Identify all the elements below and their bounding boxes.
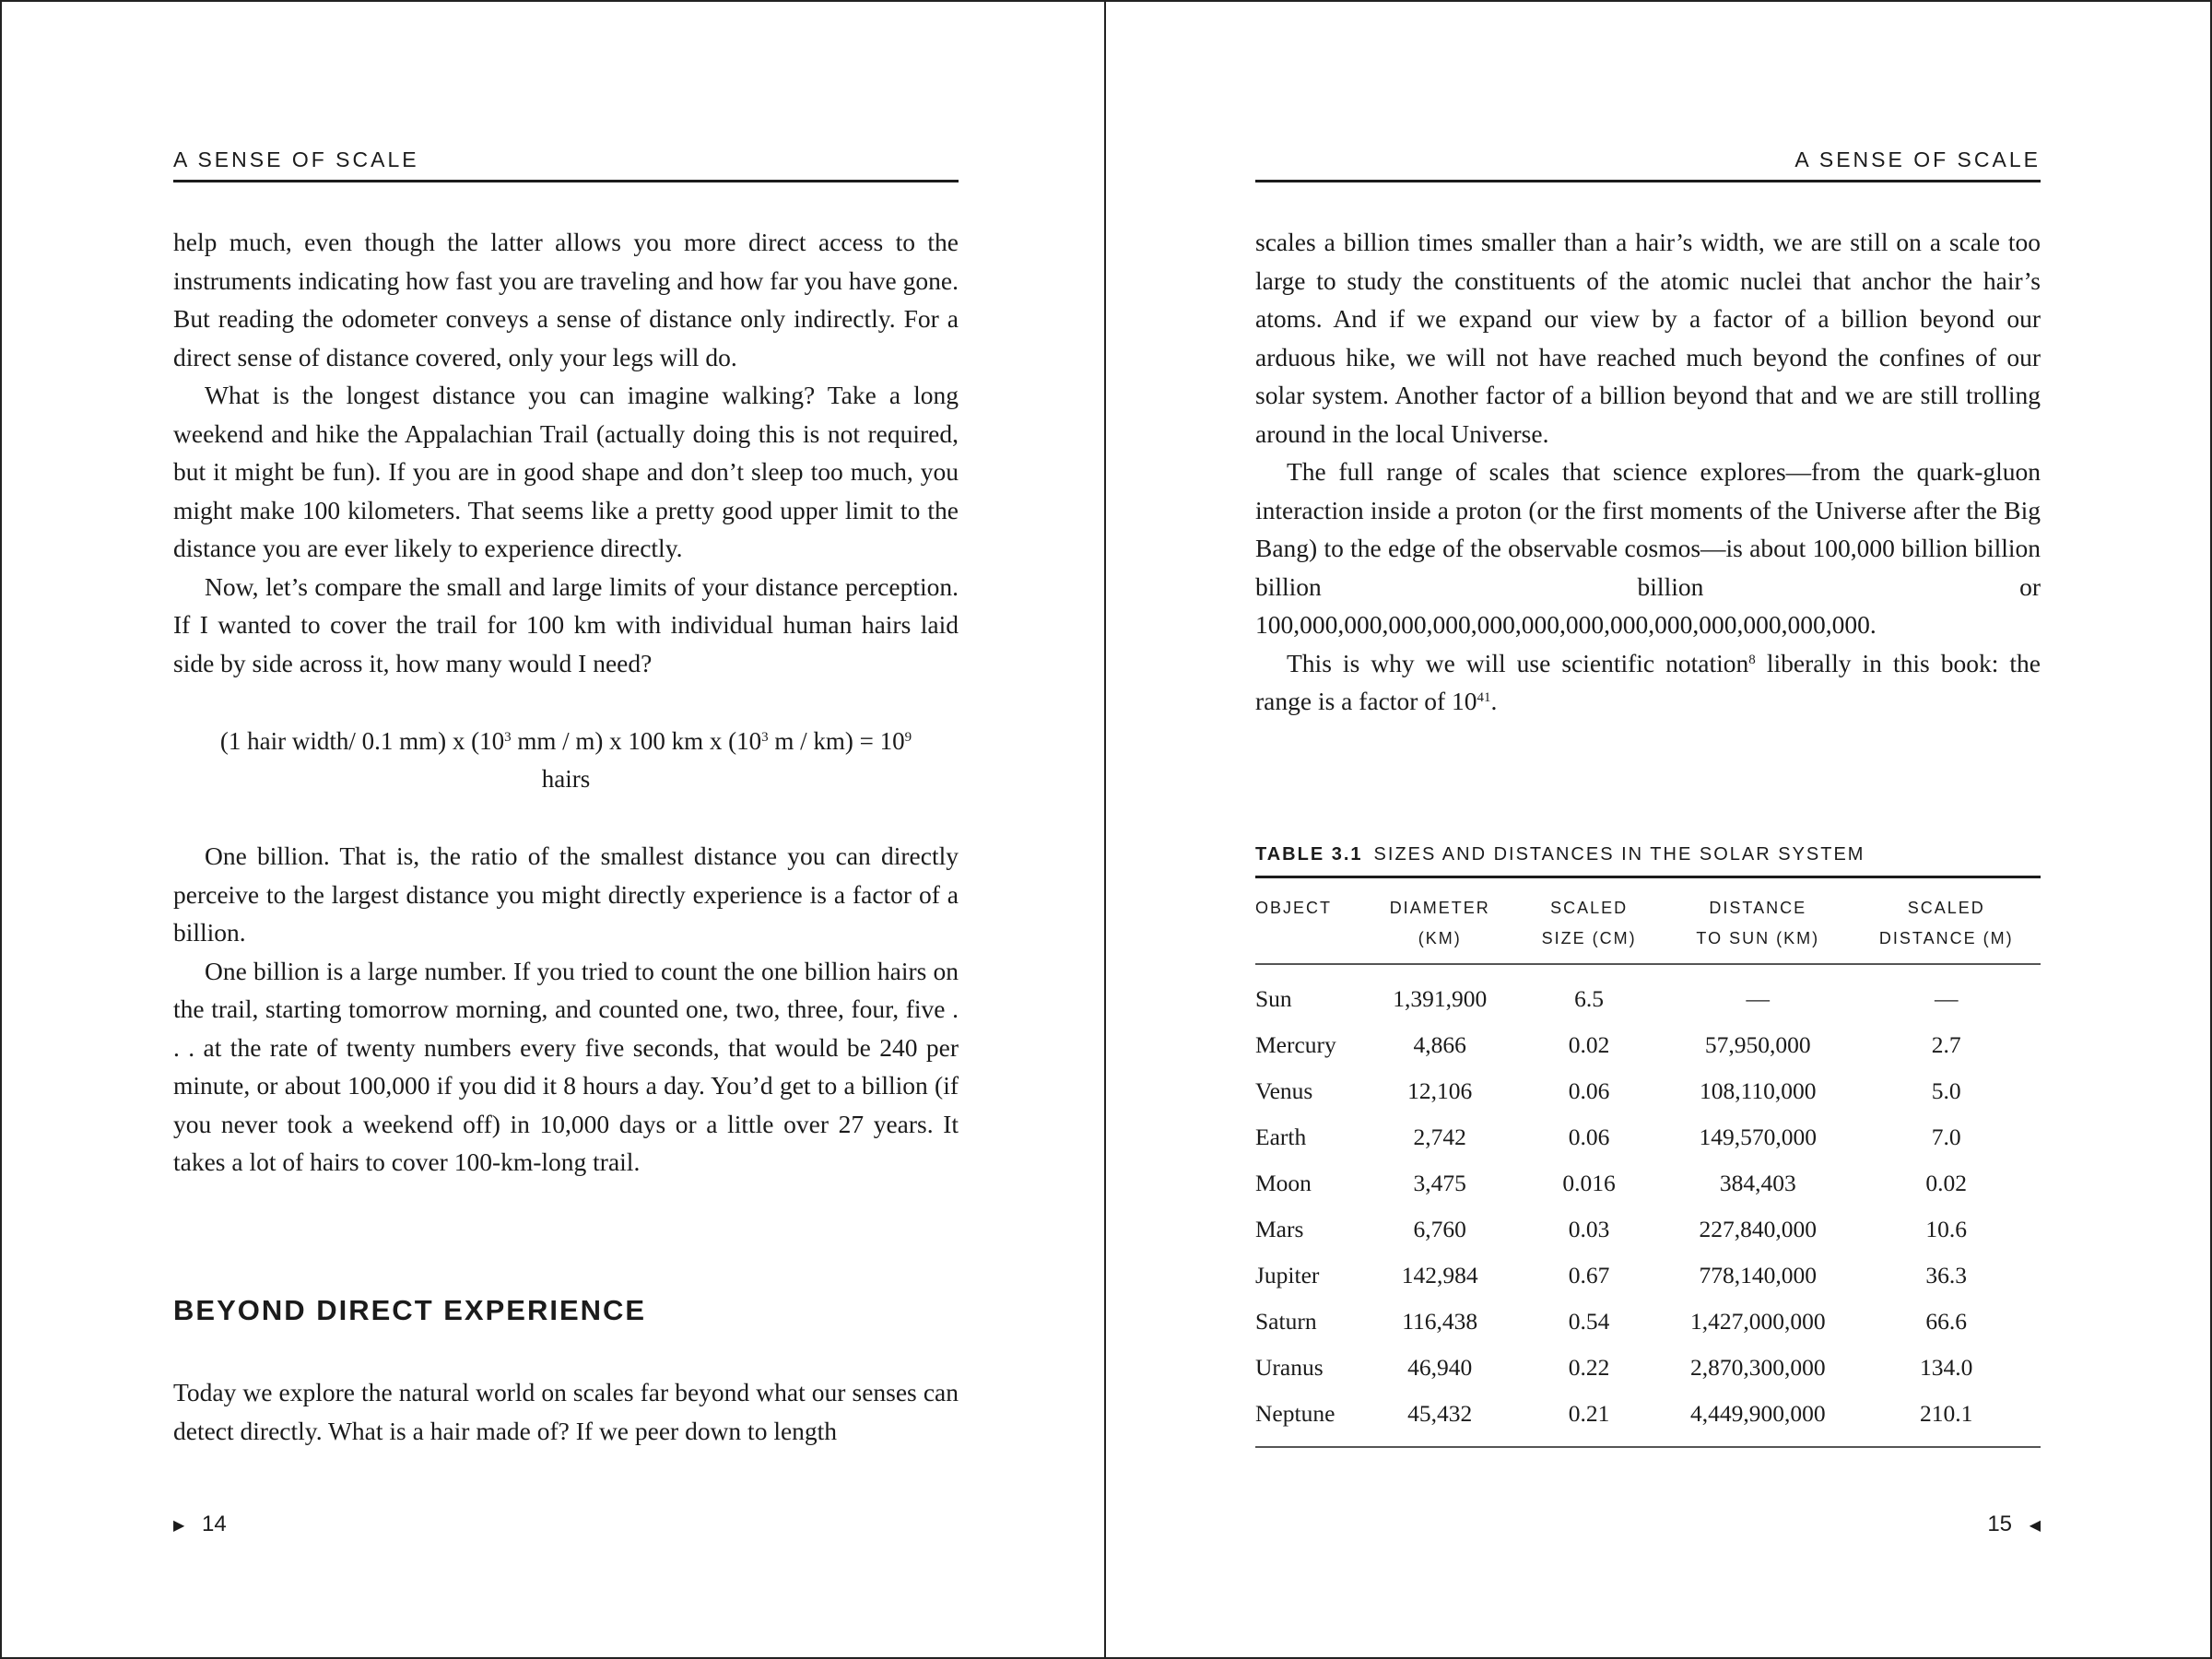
page-number — [1987, 1512, 2041, 1537]
table-cell: Mercury — [1255, 1031, 1336, 1058]
table-header-row — [1255, 877, 2041, 965]
table-cell: 36.3 — [1925, 1262, 1968, 1288]
table-cell: Neptune — [1255, 1391, 1365, 1447]
paragraph — [1255, 644, 2041, 721]
table-cell: 142,984 — [1401, 1262, 1478, 1288]
table-cell: 0.02 — [1568, 1031, 1610, 1058]
table-cell: 1,427,000,000 — [1689, 1308, 1826, 1335]
table-label: TABLE 3.1 — [1255, 844, 1363, 865]
table-cell: 134.0 — [1920, 1354, 1973, 1381]
column-header: DIAMETER (KM) — [1365, 877, 1514, 965]
table-title: SIZES AND DISTANCES IN THE SOLAR SYSTEM — [1373, 844, 1865, 865]
paragraph: Today we explore the natural world on scales far beyond what our senses can detect directly. What is a hair made of? If we peer down to length — [173, 1378, 959, 1445]
column-header: DISTANCE TO SUN (KM) — [1664, 877, 1852, 965]
table-cell: 0.21 — [1514, 1391, 1664, 1447]
right-page — [1255, 0, 2041, 1659]
table-cell: 0.016 — [1562, 1170, 1616, 1196]
page-number-text: 14 — [201, 1512, 227, 1536]
table-cell: 227,840,000 — [1699, 1216, 1817, 1242]
solar-system-table — [1255, 876, 2041, 1448]
table-cell: 384,403 — [1719, 1170, 1796, 1196]
table-cell: 210.1 — [1852, 1391, 2041, 1447]
table-cell: 149,570,000 — [1699, 1124, 1817, 1150]
paragraph: help much, even though the latter allows you more direct access to the instruments indicating how fast you are traveling and how far you have gone. But reading the odometer conveys a sense of distance only indirectly. For a direct sense of distance covered, only your legs will do. — [173, 228, 959, 371]
table-cell: 108,110,000 — [1699, 1077, 1817, 1104]
table-cell: — — [1934, 985, 1959, 1012]
table-row — [1255, 1299, 2041, 1345]
table-cell: 6.5 — [1574, 985, 1605, 1012]
table-caption — [1255, 844, 1865, 865]
equation-exponent: 9 — [904, 730, 912, 745]
equation — [173, 723, 959, 798]
table-cell: Venus — [1255, 1077, 1313, 1104]
table-cell: 0.54 — [1568, 1308, 1610, 1335]
table-row — [1255, 964, 2041, 1022]
column-header: OBJECT — [1255, 877, 1365, 965]
table-cell: 45,432 — [1365, 1391, 1514, 1447]
right-arrow-icon: ▶ — [173, 1517, 185, 1534]
equation-exponent: 3 — [504, 730, 512, 745]
table-cell: 2,870,300,000 — [1689, 1354, 1826, 1381]
paragraph: What is the longest distance you can imagine walking? Take a long weekend and hike the Appalachian Trail (actually doing this is not required, but it might be fun). If you are in good shape and don’t sleep too much, you might make 100 kilometers. That seems like a pretty good upper limit to the distance you are ever likely to experience directly. — [173, 381, 959, 562]
table-cell: 4,449,900,000 — [1664, 1391, 1852, 1447]
table-cell: 2,742 — [1413, 1124, 1466, 1150]
table-cell: 3,475 — [1413, 1170, 1466, 1196]
section-heading: BEYOND DIRECT EXPERIENCE — [173, 1294, 647, 1326]
table-cell: Sun — [1255, 985, 1292, 1012]
table-row — [1255, 1206, 2041, 1253]
equation-line — [173, 723, 959, 760]
table-cell: 0.03 — [1568, 1216, 1610, 1242]
footnote-marker[interactable]: 8 — [1748, 652, 1756, 667]
paragraph-text: This is why we will use scientific notation — [1287, 648, 1749, 677]
column-header: SCALED SIZE (CM) — [1514, 877, 1664, 965]
paragraph: One billion is a large number. If you tried to count the one billion hairs on the trail, starting tomorrow morning, and counted one, two, three, four, five . . . at the rate of twenty numbers every five seconds, that would be 240 per minute, or about 100,000 if you did it 8 hours a day. You’d get to a billion (if you never took a weekend off) in 10,000 days or a little over 27 years. It takes a lot of hairs to cover 100-km-long trail. — [173, 956, 959, 1176]
table-cell: Saturn — [1255, 1308, 1317, 1335]
table-row — [1255, 1253, 2041, 1299]
table-cell: 6,760 — [1413, 1216, 1466, 1242]
paragraph: The full range of scales that science explores—from the quark-gluon interaction inside a proton (or the first moments of the Universe after the Big Bang) to the edge of the observable cosmos—is about 100,000 billion billion billion billion or 100,000,000,000,000,000,000,000,000,000,000,000,000,000. — [1255, 457, 2041, 639]
table-cell: 0.67 — [1568, 1262, 1610, 1288]
table-cell: 116,438 — [1402, 1308, 1478, 1335]
table-cell: 46,940 — [1407, 1354, 1473, 1381]
table-cell: 4,866 — [1413, 1031, 1466, 1058]
table-row — [1255, 1114, 2041, 1160]
table-cell: Jupiter — [1255, 1262, 1320, 1288]
page-number-text: 15 — [1987, 1512, 2013, 1536]
paragraph-text: . — [1490, 687, 1498, 715]
table-cell: — — [1746, 985, 1770, 1012]
table-row — [1255, 1160, 2041, 1206]
table-cell: 7.0 — [1931, 1124, 1961, 1150]
table-cell: 0.22 — [1568, 1354, 1610, 1381]
body-text-mid — [173, 837, 959, 1182]
paragraph-text: liberally in this book: the range is a factor of 10 — [1255, 648, 2041, 715]
paragraph: Now, let’s compare the small and large limits of your distance perception. If I wanted to cover the trail for 100 km with individual human hairs laid side by side across it, how many would I need? — [173, 571, 959, 677]
table-cell: 0.06 — [1568, 1077, 1610, 1104]
table-row — [1255, 1345, 2041, 1391]
left-arrow-icon: ◀ — [2029, 1517, 2041, 1534]
equation-text: (1 hair width/ 0.1 mm) x (10 — [219, 727, 505, 755]
table-cell: 2.7 — [1931, 1031, 1961, 1058]
table-cell: Moon — [1255, 1170, 1312, 1196]
body-text-top — [173, 223, 959, 682]
table-cell: 1,391,900 — [1393, 985, 1488, 1012]
page-number — [173, 1512, 227, 1537]
exponent: 41 — [1477, 690, 1491, 705]
table-row — [1255, 1391, 2041, 1447]
body-text-top — [1255, 223, 2041, 721]
table-row — [1255, 1022, 2041, 1068]
running-head: A SENSE OF SCALE — [1255, 147, 2041, 182]
running-head: A SENSE OF SCALE — [173, 147, 959, 182]
table-cell: 0.02 — [1925, 1170, 1968, 1196]
table-cell: 778,140,000 — [1699, 1262, 1817, 1288]
gutter-divider — [1104, 0, 1106, 1659]
paragraph: scales a billion times smaller than a hair’s width, we are still on a scale too large to study the constituents of the atomic nuclei that anchor the hair’s atoms. And if we expand our view by a factor of a billion beyond our arduous hike, we will not have reached much beyond the confines of our solar system. Another factor of a billion beyond that and we are still trolling around in the local Universe. — [1255, 228, 2041, 448]
table-cell: 12,106 — [1407, 1077, 1473, 1104]
equation-text: mm / m) x 100 km x (10 — [511, 727, 762, 755]
table-cell: 0.06 — [1568, 1124, 1610, 1150]
body-text-bottom — [173, 1373, 959, 1450]
table-cell: 10.6 — [1925, 1216, 1968, 1242]
table-cell: Earth — [1255, 1124, 1307, 1150]
table-cell: Uranus — [1255, 1354, 1324, 1381]
paragraph: One billion. That is, the ratio of the smallest distance you can directly perceive to the largest distance you might directly experience is a factor of a billion. — [173, 841, 959, 947]
column-header: SCALED DISTANCE (M) — [1852, 877, 2041, 965]
table-cell: Mars — [1255, 1216, 1304, 1242]
left-page — [173, 0, 959, 1659]
table-cell: 66.6 — [1925, 1308, 1968, 1335]
table-cell: 5.0 — [1931, 1077, 1961, 1104]
table-cell: 57,950,000 — [1704, 1031, 1811, 1058]
equation-exponent: 3 — [761, 730, 769, 745]
equation-text: m / km) = 10 — [768, 727, 905, 755]
equation-line-2: hairs — [541, 765, 591, 793]
table-row — [1255, 1068, 2041, 1114]
